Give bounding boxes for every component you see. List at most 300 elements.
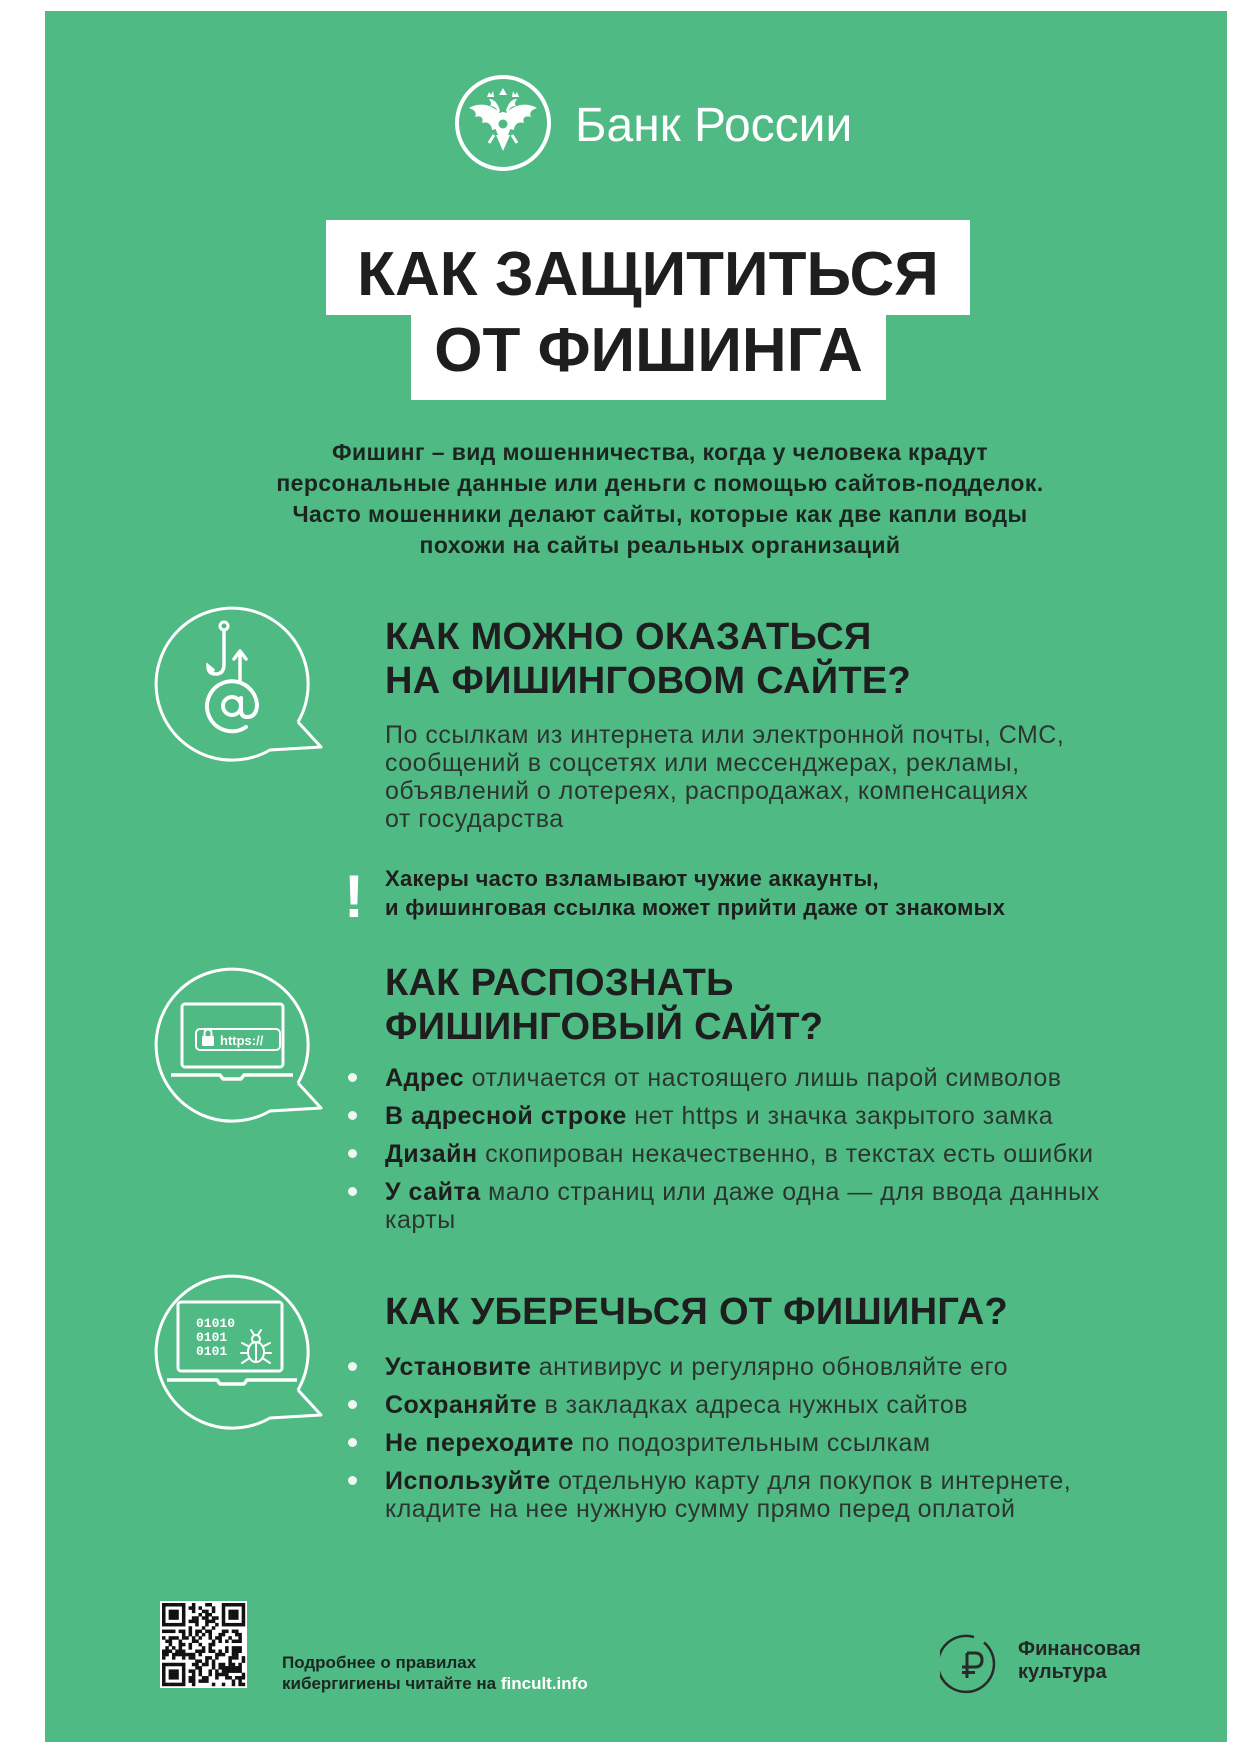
qr-module <box>238 1623 242 1627</box>
bullet-dot <box>348 1476 357 1485</box>
qr-module <box>232 1613 236 1617</box>
qr-module <box>182 1676 186 1680</box>
qr-module <box>208 1656 212 1660</box>
qr-module <box>169 1640 173 1644</box>
qr-module <box>165 1653 169 1657</box>
qr-module <box>212 1610 216 1614</box>
qr-module <box>228 1603 232 1607</box>
qr-module <box>222 1613 226 1617</box>
qr-module <box>242 1603 246 1607</box>
qr-module <box>179 1653 183 1657</box>
qr-module <box>242 1683 246 1687</box>
qr-module <box>169 1623 173 1627</box>
qr-module <box>218 1636 222 1640</box>
intro-line: Часто мошенники делают сайты, которые как две капли воды <box>292 501 1028 527</box>
qr-module <box>202 1610 206 1614</box>
qr-module <box>189 1653 193 1657</box>
qr-module <box>215 1653 219 1657</box>
qr-module <box>165 1640 169 1644</box>
heading-line: КАК УБЕРЕЧЬСЯ ОТ ФИШИНГА? <box>385 1291 1009 1333</box>
qr-module <box>185 1636 189 1640</box>
qr-module <box>215 1636 219 1640</box>
qr-module <box>242 1613 246 1617</box>
qr-module <box>212 1643 216 1647</box>
qr-module <box>228 1676 232 1680</box>
warning-note <box>385 864 1005 922</box>
bullet-continuation: карты <box>385 1206 456 1234</box>
qr-module <box>238 1633 242 1637</box>
bank-name: Банк России <box>575 99 853 152</box>
qr-module <box>192 1656 196 1660</box>
qr-module <box>238 1649 242 1653</box>
section-heading <box>385 1290 1008 1334</box>
qr-module <box>162 1669 166 1673</box>
qr-module <box>238 1663 242 1667</box>
qr-module <box>192 1679 196 1683</box>
qr-module <box>218 1666 222 1670</box>
qr-module <box>235 1633 239 1637</box>
qr-module <box>172 1630 176 1634</box>
list-item <box>385 1178 1100 1234</box>
qr-module <box>175 1663 179 1667</box>
qr-module <box>189 1643 193 1647</box>
qr-module <box>199 1679 203 1683</box>
heading-line: ФИШИНГОВЫЙ САЙТ? <box>385 1006 824 1048</box>
qr-module <box>232 1663 236 1667</box>
bullet-bold: Адрес <box>385 1064 465 1092</box>
qr-module <box>195 1640 199 1644</box>
qr-module <box>189 1630 193 1634</box>
qr-module <box>182 1653 186 1657</box>
qr-module <box>162 1673 166 1677</box>
qr-module <box>175 1669 179 1673</box>
intro-line: персональные данные или деньги с помощью сайтов-подделок. <box>276 470 1044 496</box>
bullet-continuation: кладите на нее нужную сумму прямо перед оплатой <box>385 1495 1016 1523</box>
qr-module <box>195 1620 199 1624</box>
bug-icon <box>241 1330 271 1363</box>
bullet-text: антивирус и регулярно обновляйте его <box>538 1353 1009 1381</box>
qr-module <box>179 1683 183 1687</box>
qr-module <box>162 1606 166 1610</box>
qr-module <box>199 1666 203 1670</box>
bullet-text: скопирован некачественно, в текстах есть ошибки <box>485 1140 1094 1168</box>
qr-module <box>182 1616 186 1620</box>
qr-module <box>162 1610 166 1614</box>
qr-module <box>199 1630 203 1634</box>
qr-module <box>192 1620 196 1624</box>
qr-module <box>179 1640 183 1644</box>
qr-module <box>235 1603 239 1607</box>
qr-module <box>182 1633 186 1637</box>
qr-module <box>195 1616 199 1620</box>
qr-module <box>228 1656 232 1660</box>
qr-module <box>242 1673 246 1677</box>
qr-module <box>235 1630 239 1634</box>
qr-module <box>208 1620 212 1624</box>
footer-line: кибергигиены читайте на <box>282 1674 497 1693</box>
qr-module <box>242 1610 246 1614</box>
qr-module <box>202 1633 206 1637</box>
qr-module <box>182 1683 186 1687</box>
qr-module <box>232 1646 236 1650</box>
qr-module <box>225 1623 229 1627</box>
qr-module <box>222 1630 226 1634</box>
qr-module <box>182 1679 186 1683</box>
qr-module <box>235 1649 239 1653</box>
qr-module <box>189 1676 193 1680</box>
qr-module <box>238 1676 242 1680</box>
qr-module <box>169 1603 173 1607</box>
qr-module <box>242 1606 246 1610</box>
list-item <box>385 1391 1071 1419</box>
qr-module <box>235 1616 239 1620</box>
qr-module <box>182 1613 186 1617</box>
qr-module <box>238 1683 242 1687</box>
qr-module <box>225 1640 229 1644</box>
qr-module <box>215 1623 219 1627</box>
financial-culture-brand <box>1018 1638 1141 1684</box>
qr-module <box>205 1679 209 1683</box>
qr-module <box>205 1659 209 1663</box>
list-item <box>385 1353 1071 1381</box>
bullet-bold: Используйте <box>385 1467 551 1495</box>
bullet-list <box>385 1064 1100 1244</box>
qr-module <box>202 1646 206 1650</box>
qr-module <box>162 1613 166 1617</box>
qr-module <box>208 1646 212 1650</box>
qr-module <box>228 1669 232 1673</box>
qr-module <box>222 1620 226 1624</box>
qr-module <box>195 1630 199 1634</box>
qr-module <box>172 1610 176 1614</box>
qr-module <box>182 1666 186 1670</box>
bullet-dot <box>348 1073 357 1082</box>
qr-module <box>199 1673 203 1677</box>
qr-module <box>218 1673 222 1677</box>
qr-module <box>218 1640 222 1644</box>
qr-module <box>242 1620 246 1624</box>
https-label: https:// <box>220 1033 264 1048</box>
qr-module <box>232 1653 236 1657</box>
qr-module <box>212 1683 216 1687</box>
qr-module <box>228 1613 232 1617</box>
qr-module <box>179 1603 183 1607</box>
qr-module <box>215 1656 219 1660</box>
qr-module <box>232 1640 236 1644</box>
qr-module <box>172 1673 176 1677</box>
qr-module <box>235 1623 239 1627</box>
qr-module <box>182 1663 186 1667</box>
bullet-text: отличается от настоящего лишь парой символов <box>471 1064 1062 1092</box>
qr-module <box>175 1616 179 1620</box>
bullet-bold: Сохраняйте <box>385 1391 537 1419</box>
qr-module <box>242 1623 246 1627</box>
title-line-1: КАК ЗАЩИТИТЬСЯ <box>326 220 970 315</box>
qr-module <box>205 1663 209 1667</box>
qr-module <box>242 1656 246 1660</box>
qr-module <box>235 1669 239 1673</box>
qr-module <box>179 1649 183 1653</box>
qr-module <box>205 1613 209 1617</box>
qr-module <box>175 1673 179 1677</box>
qr-module <box>192 1653 196 1657</box>
qr-code-icon <box>160 1601 247 1688</box>
qr-module <box>218 1633 222 1637</box>
qr-module <box>199 1636 203 1640</box>
qr-module <box>208 1603 212 1607</box>
qr-module <box>162 1649 166 1653</box>
qr-module <box>232 1656 236 1660</box>
qr-module <box>182 1643 186 1647</box>
qr-module <box>175 1636 179 1640</box>
qr-module <box>222 1606 226 1610</box>
qr-module <box>199 1613 203 1617</box>
fincult-link: fincult.info <box>500 1674 588 1693</box>
qr-module <box>228 1616 232 1620</box>
paragraph-line: По ссылкам из интернета или электронной почты, СМС, <box>385 721 1065 749</box>
qr-module <box>162 1616 166 1620</box>
qr-module <box>232 1669 236 1673</box>
qr-module <box>225 1666 229 1670</box>
qr-module <box>212 1663 216 1667</box>
bullet-text: нет https и значка закрытого замка <box>634 1102 1054 1130</box>
qr-module <box>225 1673 229 1677</box>
qr-module <box>235 1646 239 1650</box>
qr-module <box>215 1669 219 1673</box>
qr-module <box>228 1610 232 1614</box>
qr-module <box>182 1610 186 1614</box>
qr-module <box>162 1679 166 1683</box>
qr-module <box>225 1630 229 1634</box>
qr-module <box>165 1630 169 1634</box>
qr-module <box>242 1659 246 1663</box>
qr-module <box>232 1623 236 1627</box>
bullet-dot <box>348 1149 357 1158</box>
qr-module <box>235 1640 239 1644</box>
qr-module <box>169 1636 173 1640</box>
qr-module <box>235 1610 239 1614</box>
qr-module <box>179 1623 183 1627</box>
qr-module <box>169 1613 173 1617</box>
exclamation-mark: ! <box>344 863 364 930</box>
qr-module <box>165 1683 169 1687</box>
brand-line: культура <box>1018 1661 1107 1683</box>
qr-module <box>175 1683 179 1687</box>
bullet-bold: Установите <box>385 1353 532 1381</box>
bullet-text: по подозрительным ссылкам <box>581 1429 931 1457</box>
qr-module <box>189 1679 193 1683</box>
qr-module <box>212 1649 216 1653</box>
qr-module <box>175 1676 179 1680</box>
bullet-bold: Не переходите <box>385 1429 574 1457</box>
bullet-text: мало страниц или даже одна — для ввода данных <box>488 1178 1100 1206</box>
qr-module <box>162 1636 166 1640</box>
note-line: и фишинговая ссылка может прийти даже от знакомых <box>385 895 1006 920</box>
paragraph-line: сообщений в соцсетях или мессенджерах, рекламы, <box>385 749 1020 777</box>
bullet-bold: Дизайн <box>385 1140 478 1168</box>
qr-module <box>205 1603 209 1607</box>
qr-module <box>222 1666 226 1670</box>
qr-module <box>175 1623 179 1627</box>
qr-module <box>205 1656 209 1660</box>
paragraph-line: объявлений о лотереях, распродажах, компенсациях <box>385 777 1029 805</box>
phishing-hook-at-sign-icon <box>150 600 340 770</box>
qr-module <box>182 1623 186 1627</box>
qr-module <box>235 1656 239 1660</box>
qr-module <box>172 1653 176 1657</box>
qr-module <box>199 1653 203 1657</box>
brand-line: Финансовая <box>1018 1638 1141 1660</box>
bullet-text: отдельную карту для покупок в интернете, <box>558 1467 1072 1495</box>
qr-module <box>189 1646 193 1650</box>
qr-module <box>242 1676 246 1680</box>
qr-module <box>169 1683 173 1687</box>
qr-module <box>162 1666 166 1670</box>
qr-module <box>172 1613 176 1617</box>
qr-module <box>172 1669 176 1673</box>
qr-module <box>172 1663 176 1667</box>
qr-module <box>189 1669 193 1673</box>
qr-module <box>162 1623 166 1627</box>
qr-module <box>208 1633 212 1637</box>
bullet-dot <box>348 1362 357 1371</box>
qr-module <box>175 1610 179 1614</box>
qr-module <box>222 1610 226 1614</box>
qr-module <box>205 1620 209 1624</box>
qr-module <box>162 1620 166 1624</box>
qr-module <box>192 1616 196 1620</box>
qr-module <box>202 1679 206 1683</box>
bullet-dot <box>348 1438 357 1447</box>
qr-module <box>182 1673 186 1677</box>
bullet-bold: В адресной строке <box>385 1102 627 1130</box>
qr-module <box>228 1666 232 1670</box>
qr-module <box>222 1633 226 1637</box>
section-heading <box>385 961 823 1049</box>
qr-module <box>192 1603 196 1607</box>
qr-module <box>162 1630 166 1634</box>
qr-module <box>225 1669 229 1673</box>
binary-line: 0101 <box>196 1344 228 1359</box>
qr-module <box>165 1623 169 1627</box>
qr-module <box>218 1649 222 1653</box>
list-item <box>385 1102 1100 1130</box>
qr-module <box>189 1620 193 1624</box>
qr-module <box>202 1616 206 1620</box>
qr-module <box>192 1669 196 1673</box>
bullet-text: в закладках адреса нужных сайтов <box>544 1391 969 1419</box>
bullet-dot <box>348 1187 357 1196</box>
qr-module <box>182 1656 186 1660</box>
qr-module <box>238 1603 242 1607</box>
bullet-list <box>385 1353 1071 1533</box>
qr-module <box>205 1676 209 1680</box>
qr-module <box>208 1673 212 1677</box>
qr-module <box>212 1620 216 1624</box>
qr-module <box>169 1616 173 1620</box>
qr-module <box>192 1610 196 1614</box>
qr-module <box>212 1606 216 1610</box>
qr-module <box>225 1676 229 1680</box>
qr-module <box>195 1649 199 1653</box>
footer-more-info <box>282 1652 588 1694</box>
intro-line: похожи на сайты реальных организаций <box>419 532 901 558</box>
qr-module <box>208 1643 212 1647</box>
qr-module <box>208 1613 212 1617</box>
qr-module <box>192 1640 196 1644</box>
qr-module <box>199 1606 203 1610</box>
qr-module <box>192 1673 196 1677</box>
qr-module <box>212 1666 216 1670</box>
qr-module <box>212 1616 216 1620</box>
qr-module <box>169 1669 173 1673</box>
qr-module <box>215 1673 219 1677</box>
ruble-circle-icon <box>940 1633 1004 1697</box>
qr-module <box>172 1603 176 1607</box>
qr-module <box>182 1603 186 1607</box>
qr-module <box>179 1663 183 1667</box>
qr-module <box>215 1676 219 1680</box>
qr-module <box>238 1636 242 1640</box>
intro-line: Фишинг – вид мошенничества, когда у человека крадут <box>331 439 989 465</box>
qr-module <box>172 1623 176 1627</box>
qr-module <box>192 1663 196 1667</box>
heading-line: КАК РАСПОЗНАТЬ <box>385 962 734 1004</box>
list-item <box>385 1064 1100 1092</box>
qr-module <box>172 1683 176 1687</box>
qr-module <box>182 1606 186 1610</box>
qr-module <box>222 1623 226 1627</box>
qr-module <box>195 1623 199 1627</box>
qr-module <box>179 1643 183 1647</box>
qr-module <box>228 1663 232 1667</box>
qr-module <box>218 1663 222 1667</box>
qr-module <box>235 1676 239 1680</box>
section-paragraph <box>385 721 1064 833</box>
qr-module <box>232 1630 236 1634</box>
qr-module <box>232 1679 236 1683</box>
qr-module <box>162 1603 166 1607</box>
qr-module <box>225 1649 229 1653</box>
qr-module <box>222 1669 226 1673</box>
qr-module <box>228 1623 232 1627</box>
qr-module <box>169 1630 173 1634</box>
qr-module <box>222 1683 226 1687</box>
qr-module <box>169 1643 173 1647</box>
qr-module <box>222 1653 226 1657</box>
qr-module <box>182 1630 186 1634</box>
qr-module <box>199 1669 203 1673</box>
bank-russia-emblem-icon <box>453 73 553 173</box>
qr-module <box>169 1676 173 1680</box>
intro-paragraph <box>200 437 1120 561</box>
note-line: Хакеры часто взламывают чужие аккаунты, <box>385 866 879 891</box>
title-line-2: ОТ ФИШИНГА <box>411 315 886 400</box>
bullet-bold: У сайта <box>385 1178 481 1206</box>
qr-module <box>182 1620 186 1624</box>
qr-module <box>189 1626 193 1630</box>
list-item <box>385 1467 1071 1523</box>
qr-module <box>228 1659 232 1663</box>
qr-module <box>189 1633 193 1637</box>
qr-module <box>222 1616 226 1620</box>
heading-line: НА ФИШИНГОВОМ САЙТЕ? <box>385 660 912 702</box>
binary-line: 0101 <box>196 1330 228 1345</box>
qr-module <box>175 1603 179 1607</box>
qr-module <box>175 1653 179 1657</box>
qr-module <box>172 1676 176 1680</box>
qr-module <box>202 1663 206 1667</box>
